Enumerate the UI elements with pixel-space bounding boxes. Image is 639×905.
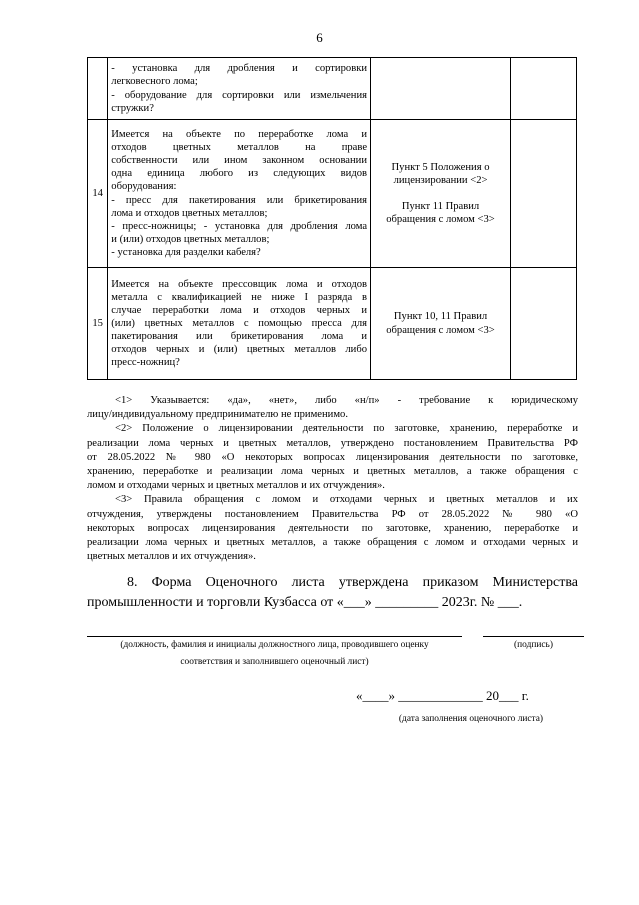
table-row <box>88 58 577 120</box>
footnote-line: цветных металлов и их отчуждения». <box>87 551 256 563</box>
page-number: 6 <box>316 30 323 45</box>
reference-line: обращения с ломом <3> <box>386 214 495 226</box>
requirement-line: одна единица любого из следующих видов <box>111 168 368 180</box>
reference-cell <box>371 58 511 120</box>
requirement-line: - пресс-ножницы; - установка для дробления лома <box>111 220 368 232</box>
footnote-line: <1> Указывается: «да», «нет», либо «н/п» - требование к юридическому <box>115 395 578 406</box>
signature-caption: (подпись) <box>514 640 553 650</box>
official-caption-continued: соответствия и заполнившего оценочный лист) <box>180 657 369 667</box>
table-row <box>88 268 577 380</box>
fill-date-field[interactable]: «____» _____________ 20___ г. <box>356 688 529 703</box>
footnote-line: реализации лома черных и цветных металлов, утверждено постановлением Правительства РФ <box>87 437 578 449</box>
requirement-line: металла с квалификацией не ниже I разряда в <box>111 291 368 303</box>
requirement-line: отходов черных и (или) цветных металлов либо <box>111 344 368 356</box>
requirement-line: Имеется на объекте прессовщик лома и отходов <box>111 278 368 290</box>
footnote-line: хранению, переработке и реализации лома черных и цветных металлов, а также обращения с <box>87 466 578 478</box>
table-row <box>88 120 577 268</box>
answer-cell[interactable] <box>511 120 577 268</box>
reference-cell <box>371 120 511 268</box>
row-number-cell: 14 <box>88 120 108 268</box>
footnote-line: отчуждения, утверждены постановлением Правительства РФ от 28.05.2022 № 980 «О <box>87 508 578 520</box>
requirement-line: отходов цветных металлов на праве <box>111 142 368 154</box>
reference-line: лицензировании <2> <box>393 174 488 186</box>
requirement-line: и (или) отходов цветных металлов; <box>111 233 270 245</box>
official-caption: (должность, фамилия и инициалы должностного лица, проводившего оценку <box>120 640 429 650</box>
requirement-cell <box>108 268 371 380</box>
requirement-line: лома и отходов цветных металлов; <box>111 207 268 219</box>
requirement-line: стружки? <box>111 102 154 114</box>
reference-cell <box>371 268 511 380</box>
footnote-3 <box>87 493 578 564</box>
requirement-line: пакетирования или брикетирования лома и <box>111 331 368 343</box>
footnote-2 <box>87 422 578 493</box>
requirement-line: Имеется на объекте по переработке лома и <box>111 129 368 141</box>
requirement-cell <box>108 120 371 268</box>
footnote-line: ломом и отходами черных и цветных металлов и их отчуждения». <box>87 480 385 492</box>
signature-line[interactable] <box>483 636 584 637</box>
requirement-line: оборудования: <box>111 181 177 193</box>
date-caption: (дата заполнения оценочного листа) <box>398 714 544 724</box>
requirement-line: (или) цветных металлов с помощью пресса для <box>111 317 368 329</box>
form-approval-statement <box>87 573 578 613</box>
requirement-cell <box>108 58 371 120</box>
footnotes <box>87 394 578 564</box>
footnote-line: некоторых вопросах лицензирования деятельности по заготовке, хранению, переработке и <box>87 522 578 534</box>
assessment-table <box>87 57 577 380</box>
requirement-line: - установка для дробления и сортировки <box>111 63 368 75</box>
footnote-line: лицу/индивидуальному предпринимателю не применимо. <box>87 409 348 421</box>
official-signature-line[interactable] <box>87 636 462 637</box>
reference-spacer <box>374 187 507 200</box>
reference-line: Пункт 11 Правил <box>401 201 480 212</box>
requirement-line: - установка для разделки кабеля? <box>111 246 261 258</box>
requirement-line: легковесного лома; <box>111 76 198 88</box>
answer-cell[interactable] <box>511 268 577 380</box>
reference-line: Пункт 10, 11 Правил <box>393 311 488 323</box>
requirement-line: собственности или ином законном основании <box>111 155 368 167</box>
reference-line: Пункт 5 Положения о <box>391 161 490 173</box>
footnote-line: реализации лома черных и цветных металлов, а также обращения с ломом и отходами черных и <box>87 537 578 549</box>
footnote-line: от 28.05.2022 № 980 «О некоторых вопросах лицензирования деятельности по заготовке, <box>87 451 578 463</box>
requirement-line: случае переработки лома и отходов черных и <box>111 304 368 316</box>
row-number-cell: 15 <box>88 268 108 380</box>
statement-line: промышленности и торговли Кузбасса от «___» _________ 2023г. № ___. <box>87 595 523 610</box>
answer-cell[interactable] <box>511 58 577 120</box>
requirement-line: пресс-ножниц? <box>111 357 180 369</box>
requirement-line: - оборудование для сортировки или измельчения <box>111 89 368 101</box>
statement-line: 8. Форма Оценочного листа утверждена приказом Министерства <box>127 575 578 590</box>
requirement-line: - пресс для пакетирования или брикетирования <box>111 194 368 206</box>
reference-line: обращения с ломом <3> <box>386 324 495 336</box>
row-number-cell <box>88 58 108 120</box>
footnote-1 <box>87 394 578 422</box>
footnote-line: <2> Положение о лицензировании деятельности по заготовке, хранению, переработке и <box>115 423 578 435</box>
footnote-line: <3> Правила обращения с ломом и отходами черных и цветных металлов и их <box>115 494 578 506</box>
